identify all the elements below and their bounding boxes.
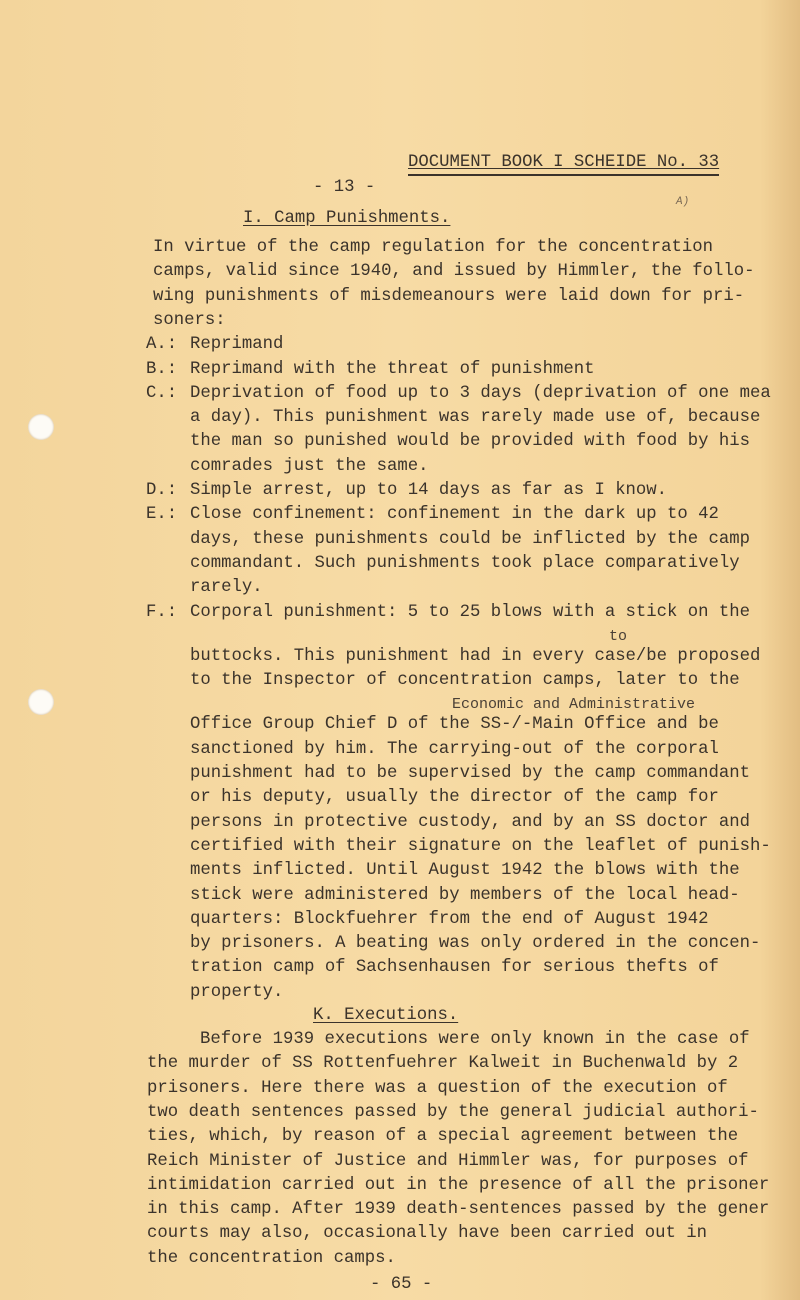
insertion-economic-administrative: Economic and Administrative [452,696,696,714]
list-item-line: days, these punishments could be inflicted by the camp [190,529,751,549]
list-item-line: persons in protective custody, and by an SS doctor and [190,812,751,832]
list-item-line: comrades just the same. [190,456,429,476]
list-item-line: Reprimand with the threat of punishment [190,359,595,379]
paragraph-line: wing punishments of misdemeanours were laid down for pri- [153,286,745,306]
margin-mark: A) [676,196,690,208]
paragraph-line: two death sentences passed by the general judicial authori- [147,1102,759,1122]
section-k-title: K. Executions. [313,1006,459,1025]
paragraph-line: camps, valid since 1940, and issued by Himmler, the follo- [153,262,755,282]
punch-hole [28,689,54,715]
list-item-line: Reprimand [190,335,284,355]
list-item-label: F.: [146,602,178,622]
list-item-line: ments inflicted. Until August 1942 the blows with the [190,861,740,881]
paragraph-line: courts may also, occasionally have been carried out in [147,1224,708,1244]
list-item-label: A.: [146,335,178,355]
list-item-line: buttocks. This punishment had in every case/be proposed [190,646,761,666]
list-item-line: stick were administered by members of the local head- [190,885,740,905]
list-item-line: punishment had to be supervised by the camp commandant [190,764,751,783]
list-item-line: Close confinement: confinement in the dark up to 42 [190,505,719,525]
paragraph-line: soners: [153,310,226,330]
list-item-line: certified with their signature on the leaflet of punish- [190,836,771,856]
list-item-line: sanctioned by him. The carrying-out of the corporal [190,739,719,759]
list-item-line: the man so punished would be provided with food by his [190,432,751,452]
punch-hole [28,414,54,440]
document-reference: DOCUMENT BOOK I SCHEIDE No. 33 [408,153,719,176]
list-item-label: C.: [146,383,178,403]
list-item-line: to the Inspector of concentration camps, later to the [190,671,740,691]
paragraph-line: in this camp. After 1939 death-sentences passed by the gener [147,1200,770,1220]
list-item-line: or his deputy, usually the director of the camp for [190,788,719,808]
paragraph-line: Reich Minister of Justice and Himmler was, for purposes of [147,1151,749,1171]
page-number-top: - 13 - [313,178,376,197]
list-item-line: rarely. [190,578,263,598]
paragraph-line: intimidation carried out in the presence of all the prisoner [147,1175,770,1195]
paragraph-line: the murder of SS Rottenfuehrer Kalweit in Buchenwald by 2 [147,1054,739,1074]
list-item-label: D.: [146,481,178,500]
section-i-title: I. Camp Punishments. [243,209,451,228]
page-number-bottom: - 65 - [370,1275,433,1294]
list-item-label: B.: [146,359,178,379]
paragraph-line: In virtue of the camp regulation for the concentration [153,238,714,257]
insertion-to: to [609,627,628,645]
list-item-line: property. [190,982,284,1002]
paragraph-line: Before 1939 executions were only known in the case of [200,1030,750,1049]
list-item-line: Office Group Chief D of the SS-/-Main Office and be [190,715,719,735]
list-item-label: E.: [146,505,178,525]
list-item-line: by prisoners. A beating was only ordered in the concen- [190,934,761,954]
list-item-line: quarters: Blockfuehrer from the end of August 1942 [190,909,709,929]
list-item-line: commandant. Such punishments took place comparatively [190,553,740,573]
list-item-line: a day). This punishment was rarely made use of, because [190,408,761,428]
list-item-line: tration camp of Sachsenhausen for serious thefts of [190,958,719,978]
paragraph-line: the concentration camps. [147,1248,396,1268]
paragraph-line: ties, which, by reason of a special agreement between the [147,1127,739,1147]
list-item-line: Corporal punishment: 5 to 25 blows with a stick on the [190,602,751,622]
list-item-line: Simple arrest, up to 14 days as far as I know. [190,481,668,500]
paragraph-line: prisoners. Here there was a question of the execution of [147,1078,728,1098]
list-item-line: Deprivation of food up to 3 days (deprivation of one mea [190,383,771,403]
